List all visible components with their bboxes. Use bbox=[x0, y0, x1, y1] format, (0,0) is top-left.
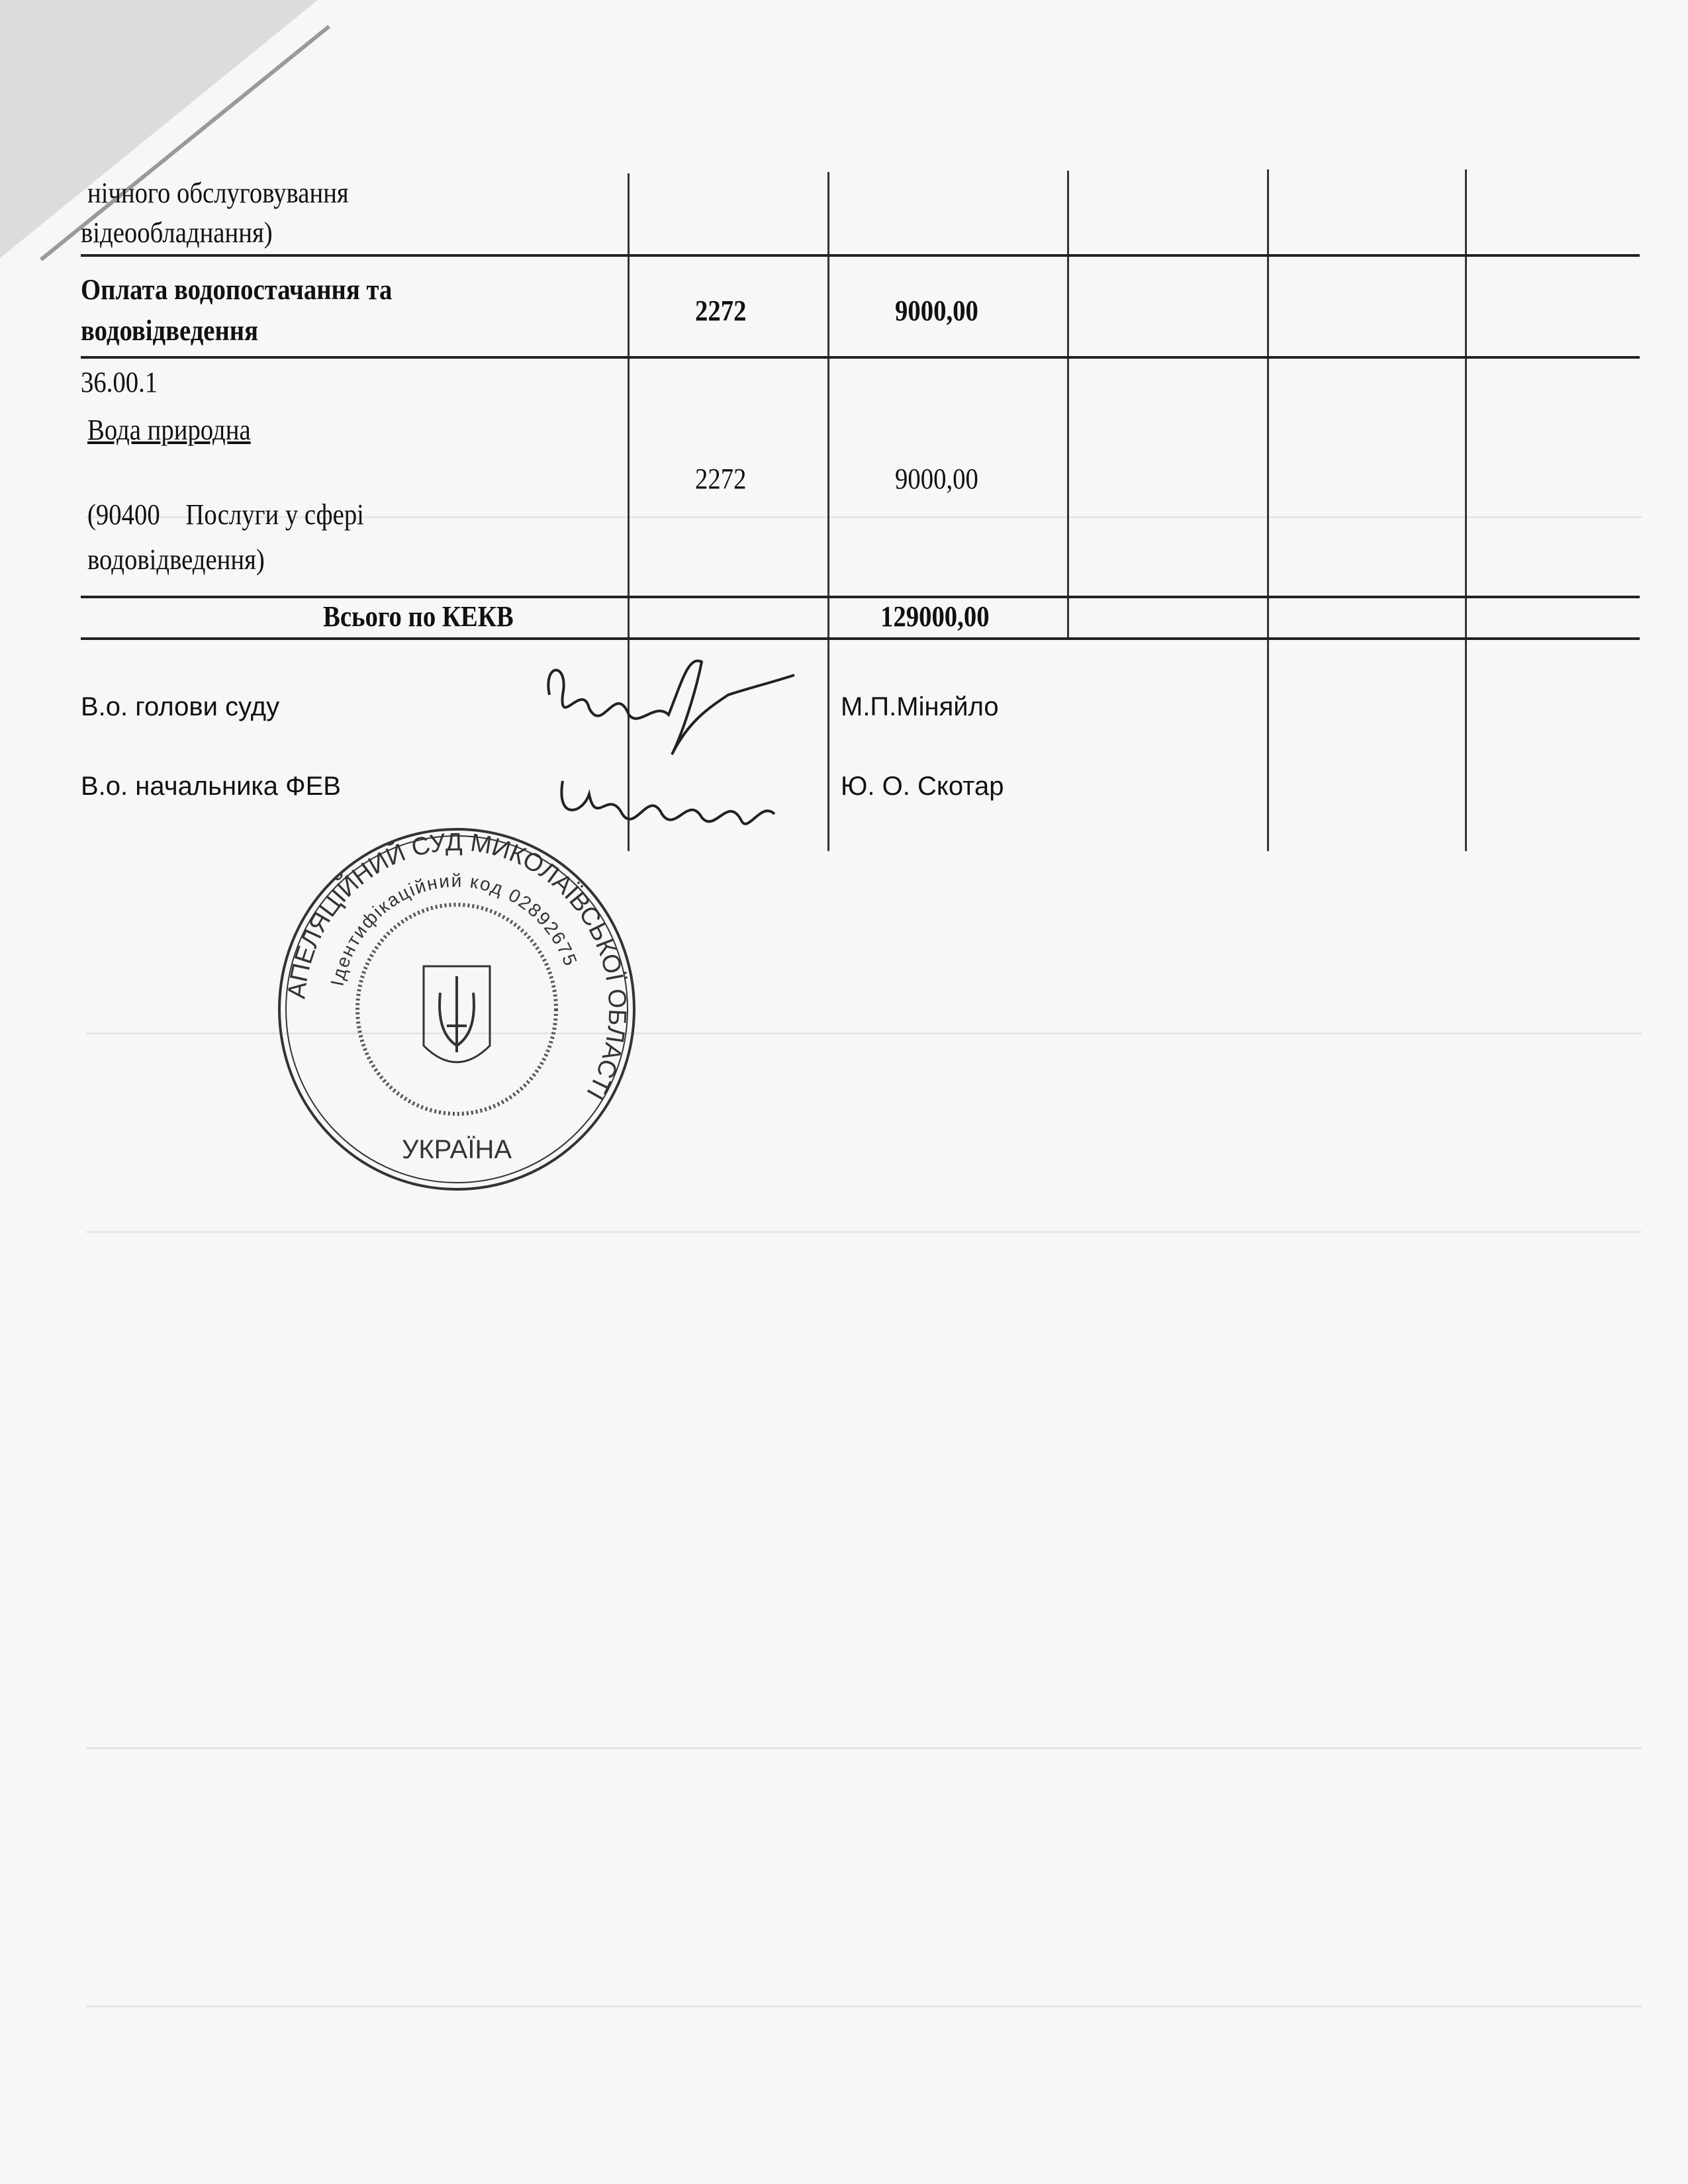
signatory-name: М.П.Міняйло bbox=[841, 692, 999, 721]
column-divider bbox=[1267, 169, 1269, 851]
svg-text:АПЕЛЯЦІЙНИЙ СУД МИКОЛАЇВСЬКОЇ: АПЕЛЯЦІЙНИЙ СУД МИКОЛАЇВСЬКОЇ ОБЛАСТІ bbox=[283, 828, 632, 1105]
item-code: 36.00.1 bbox=[81, 366, 158, 398]
bleed-through-line bbox=[86, 1231, 1642, 1233]
amount: 9000,00 bbox=[895, 463, 978, 495]
bleed-through-line bbox=[86, 2005, 1642, 2007]
signatory-position: В.о. начальника ФЕВ bbox=[81, 772, 341, 801]
signatory-name: Ю. О. Скотар bbox=[841, 772, 1004, 801]
item-name-line: водовідведення bbox=[81, 314, 259, 347]
item-name-line: відеообладнання) bbox=[81, 216, 273, 249]
kekv-code: 2272 bbox=[695, 295, 747, 327]
item-title: Вода природна bbox=[87, 414, 251, 446]
signatory-position: В.о. голови суду bbox=[81, 692, 280, 721]
svg-text:УКРАЇНА: УКРАЇНА bbox=[401, 1135, 512, 1164]
item-name-line: нічного обслуговування bbox=[87, 177, 349, 209]
bleed-through-line bbox=[86, 1747, 1642, 1749]
row-divider bbox=[81, 254, 1640, 257]
row-divider bbox=[81, 596, 1640, 598]
row-divider bbox=[81, 637, 1640, 640]
column-divider bbox=[827, 172, 829, 851]
kekv-code: 2272 bbox=[695, 463, 747, 495]
item-name-line: Оплата водопостачання та bbox=[81, 273, 393, 306]
column-divider bbox=[1465, 169, 1467, 851]
total-label: Всього по КЕКВ bbox=[323, 600, 514, 633]
total-amount: 129000,00 bbox=[880, 600, 990, 633]
column-divider bbox=[1067, 171, 1069, 637]
item-name-line: (90400 Послуги у сфері bbox=[87, 498, 364, 531]
amount: 9000,00 bbox=[895, 295, 978, 327]
row-divider bbox=[81, 356, 1640, 359]
official-stamp bbox=[275, 827, 639, 1198]
svg-text:Ідентифікаційний код 02892675: Ідентифікаційний код 02892675 bbox=[326, 870, 582, 988]
item-name-line: водовідведення) bbox=[87, 543, 265, 576]
